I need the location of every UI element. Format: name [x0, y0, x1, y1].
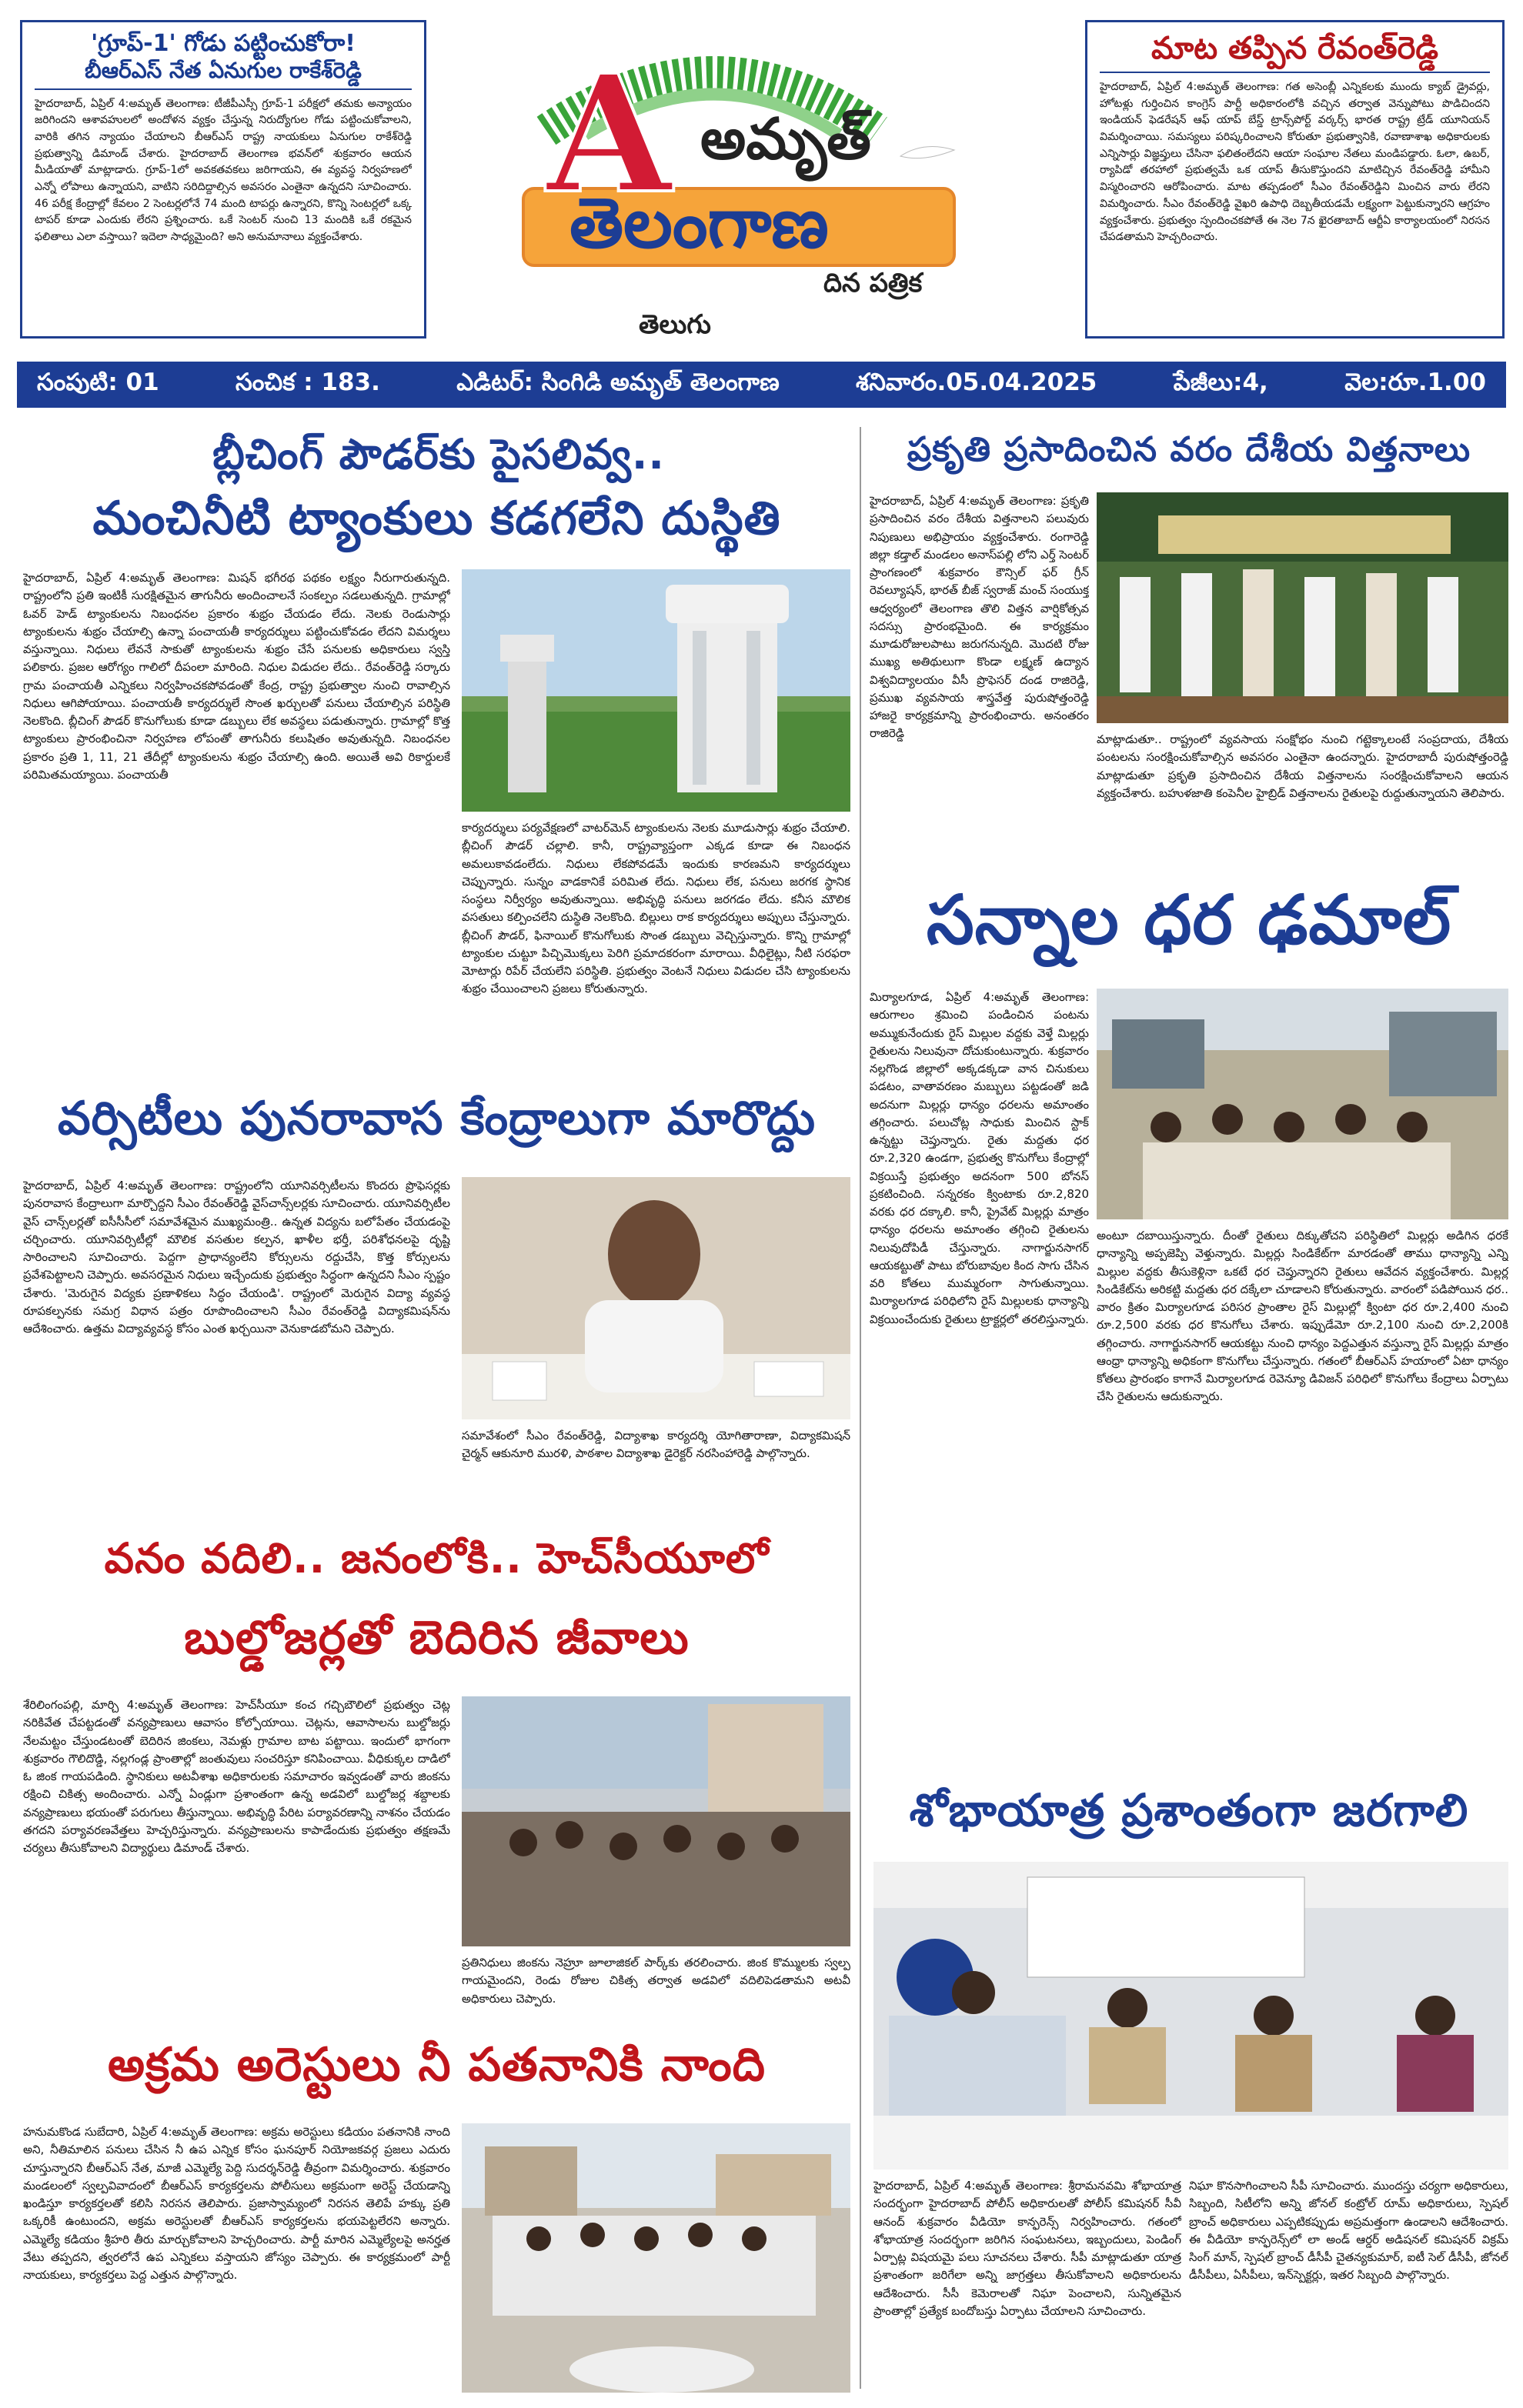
headline-rice: సన్నాల ధర ఢమాల్ — [926, 880, 1452, 959]
body-arrests: హనుమకొండ సుబేదారి, ఏప్రిల్ 4:అమృత్ తెలంగాణ: అక్రమ అరెస్టులు కడియం పతనానికి నాంది అని, నీతిమాలిన పనులు చేసిన నీ ఉప ఎన్నిక కోసం ఘనపూర్ నియోజకవర్గ ప్రజలు ఎదురు చూస్తున్నారని బీఆర్ఎస్ నేత, మాజీ ఎమ్మెల్యే పెద్ది సుదర్శన్‌రెడ్డి తీవ్రంగా విమర్శించారు. శుక్రవారం మండలంలో స్వల్పవివాదంలో బీఆర్ఎస్ కార్యకర్తలను పోలీసులు అక్రమంగా అరెస్ట్ చేయడాన్ని ఖండిస్తూ కార్యకర్తలతో కలిసి నిరసన తెలిపారు. ప్రజాస్వామ్యంలో నిరసన తెలిపే హక్కు ప్రతి ఒక్కరికీ ఉంటుందని, అక్రమ అరెస్టులతో బీఆర్ఎస్ కార్యకర్తలను భయపెట్టలేరని అన్నారు. ఎమ్మెల్యే కడియం శ్రీహరి తీరు మార్చుకోవాలని హెచ్చరించారు. పార్టీ మారిన ఎమ్మెల్యేలపై అనర్హత వేటు తప్పదని, త్వరలోనే ఉప ఎన్నికలు వస్తాయని జోస్యం చెప్పారు. ఈ కార్యక్రమంలో పార్టీ నాయకులు, కార్యకర్తలు పెద్ద ఎత్తున పాల్గొన్నారు. — [23, 2125, 450, 2282]
headline-hcu-2: బుల్డోజర్లతో బెదిరిన జీవాలు — [184, 1611, 690, 1665]
issue-date: శనివారం.05.04.2025 — [856, 368, 1097, 396]
headline-arrests: అక్రమ అరెస్టులు నీ పతనానికి నాంది — [108, 2038, 766, 2092]
svg-text:A: A — [546, 39, 672, 229]
photo-seed-festival — [1097, 492, 1508, 723]
logo-top-text: అమృత్ — [700, 106, 871, 172]
body-varsity: హైదరాబాద్, ఏప్రిల్ 4:అమృత్ తెలంగాణ: రాష్ట్రంలోని యూనివర్సిటీలను కొందరు ప్రొఫెసర్లకు పునరావాస కేంద్రాలుగా మార్చొద్దని సీఎం రేవంత్‌రెడ్డి వైస్‌చాన్స్‌లర్లకు సూచించారు. యూనివర్సిటీల వైస్ చాన్స్‌లర్లతో ఐసీసీసీలో సమావేశమైన ముఖ్యమంత్రి.. ఉన్నత విద్యను బలోపేతం చేయడంపై చర్చించారు. యూనివర్సిటీల్లో మౌలిక వసతుల కల్పన, ఖాళీల భర్తీ, పరిశోధనలపై దృష్టి సారించాలని సూచించారు. పెద్దగా ప్రాధాన్యంలేని కోర్సులను రద్దుచేసి, కొత్త కోర్సులను ప్రవేశపెట్టాలని చెప్పారు. అవసరమైన నిధులు ఇచ్చేందుకు ప్రభుత్వం సిద్ధంగా ఉన్నదని సీఎం స్పష్టం చేశారు. 'మెరుగైన విద్యకు ప్రణాళికలు సిద్ధం చేయండి'. రాష్ట్రంలో మెరుగైన విద్యా వ్యవస్థ రూపకల్పనకు సమగ్ర విధాన పత్రం రూపొందించాలని సీఎం రేవంత్‌రెడ్డి విద్యాకమిషన్‌ను ఆదేశించారు. ఉత్తమ విద్యావ్యవస్థ కోసం ఎంత ఖర్చయినా వెనుకాడబోమని చెప్పారు. — [23, 1179, 450, 1336]
editor-name: ఎడిటర్: సింగిడి అమృత్ తెలంగాణ — [456, 368, 780, 396]
issue-number: సంచిక : 183. — [235, 368, 380, 396]
photo-water-tanks — [462, 569, 850, 812]
caption-varsity: సమావేశంలో సీఎం రేవంత్‌రెడ్డి, విద్యాశాఖ కార్యదర్శి యోగితారాణా, విద్యాకమిషన్ చైర్మన్ ఆకునూరి మురళి, పాఠశాల విద్యాశాఖ డైరెక్టర్ నరసింహారెడ్డి పాల్గొన్నారు. — [462, 1429, 850, 1461]
body-procession-right: నిఘా కొనసాగించాలని సీపీ సూచించారు. ముందస్తు చర్యగా అధికారులు, సిబ్బంది, సిటీలోని అన్ని జోనల్ కంట్రోల్ రూమ్ అధికారులు, స్పెషల్ బ్రాంచ్ అధికారులు ఎప్పటికప్పుడు అప్రమత్తంగా ఉండాలని ఆదేశించారు. ఈ వీడియో కాన్ఫరెన్స్‌లో లా అండ్ ఆర్డర్ అడిషనల్ కమిషనర్ విక్రమ్ సింగ్ మాన్, స్పెషల్ బ్రాంచ్ డీసీపీ చైతన్యకుమార్, ఐటీ సెల్ డీసీపీ, జోనల్ డీసీపీలు, ఏసీపీలు, ఇన్‌స్పెక్టర్లు, ఇతర సిబ్బంది పాల్గొన్నారు. — [1189, 2179, 1508, 2283]
photo-cm-meeting — [462, 1177, 850, 1419]
headline-hcu-1: వనం వదిలి.. జనంలోకి.. హెచ్‌సీయూలో — [104, 1534, 770, 1583]
promo-left-body: హైదరాబాద్, ఏప్రిల్ 4:అమృత్ తెలంగాణ: టీజీపీఎస్సీ గ్రూప్-1 పరీక్షలో తమకు అన్యాయం జరిగిందని ఆశావహులలో అందోళన వ్యక్తం చేస్తున్న నిరుద్యోగుల గోడు పట్టించుకోవాలని, వారికి తగిన న్యాయం చేయాలని బీఆర్ఎస్ రాష్ట్ర నాయకులు ఏనుగుల రాకేశ్‌రెడ్డి ప్రభుత్వాన్ని డిమాండ్ చేశారు. హైదరాబాద్ తెలంగాణ భవన్‌లో శుక్రవారం ఆయన మీడియాతో మాట్లాడారు. గ్రూప్-1లో అవకతవకలు జరిగాయని, ఈ వ్యవస్థ నిర్వహణలో ఎన్నో లోపాలు ఉన్నాయని, వాటిని సరిదిద్దాల్సిన అవసరం ఎంతైనా ఉన్నదని సూచించారు. 46 పరీక్ష కేంద్రాల్లో కేవలం 2 సెంటర్లలోనే 74 మంది టాపర్లు ఉన్నారని, కొన్ని సెంటర్లలో ఒక్క టాపర్ కూడా ఎందుకు లేరని ప్రశ్నించారు. ఒకే సెంటర్ నుంచి 13 మందికి ఒకే రకమైన ఫలితాలు ఎలా వస్తాయి? ఇదెలా సాధ్యమైంది? అని అనుమానాలు వ్యక్తంచేశారు. — [35, 97, 412, 244]
headline-bleaching-2: మంచినీటి ట్యాంకులు కడగలేని దుస్థితి — [92, 492, 781, 545]
price: వెల:రూ.1.00 — [1344, 368, 1486, 396]
body-seeds-right: మాట్లాడుతూ.. రాష్ట్రంలో వ్యవసాయ సంక్షోభం నుంచి గట్టెక్కాలంటే సంప్రదాయ, దేశీయ పంటలను సంరక్షించుకోవాల్సిన అవసరం ఎంతైనా ఉందన్నారు. హైదరాబాదీ పురుషోత్తంరెడ్డి మాట్లాడుతూ ప్రకృతి ప్రసాదించిన దేశీయ విత్తనాలను సంరక్షించుకోవాలని ఆయన వ్యక్తంచేశారు. బహుళజాతి కంపెనీల హైబ్రిడ్ విత్తనాలను రైతులపై రుద్దుతున్నాయని తెలిపారు. — [1097, 732, 1508, 800]
masthead — [462, 15, 1062, 354]
caption-hcu: ప్రతినిధులు జింకను నెహ్రూ జూలాజికల్ పార్క్‌కు తరలించారు. జింక కొమ్ములకు స్వల్ప గాయమైందని, రెండు రోజుల చికిత్స తర్వాత అడవిలో వదిలిపెడతామని అటవీ అధికారులు చెప్పారు. — [462, 1956, 850, 2006]
body-procession-left: హైదరాబాద్, ఏప్రిల్ 4:అమృత్ తెలంగాణ: శ్రీరామనవమి శోభాయాత్ర సందర్భంగా హైదరాబాద్ పోలీస్ అధికారులతో పోలీస్ కమిషనర్ సీవీ ఆనంద్ శుక్రవారం వీడియో కాన్ఫరెన్స్ నిర్వహించారు. గతంలో శోభాయాత్ర సందర్భంగా జరిగిన సంఘటనలు, ఇబ్బందులు, పెండింగ్ ఏర్పాట్ల విషయమై పలు సూచనలు చేశారు. సీపీ మాట్లాడుతూ యాత్ర ప్రశాంతంగా జరిగేలా అన్ని జాగ్రత్తలు తీసుకోవాలని అధికారులను ఆదేశించారు. సీసీ కెమెరాలతో నిఘా పెంచాలని, సున్నితమైన ప్రాంతాల్లో ప్రత్యేక బందోబస్తు ఏర్పాటు చేయాలని సూచించారు. — [873, 2179, 1181, 2318]
masthead-tagline: దిన పత్రిక — [823, 268, 923, 298]
promo-box-right[interactable] — [1085, 20, 1505, 339]
photo-rice-market — [1097, 989, 1508, 1219]
volume-number: సంపుటి: 01 — [37, 368, 159, 396]
masthead-language: తెలుగు — [639, 309, 711, 340]
page-count: పేజీలు:4, — [1173, 368, 1268, 396]
photo-police-conference — [873, 1862, 1508, 2170]
info-bar — [17, 362, 1506, 408]
headline-varsity: వర్సిటీలు పునరావాస కేంద్రాలుగా మారొద్దు — [57, 1092, 817, 1146]
body-seeds-left: హైదరాబాద్, ఏప్రిల్ 4:అమృత్ తెలంగాణ: ప్రకృతి ప్రసాదించిన వరం దేశీయ విత్తనాలని పలువురు నిపుణులు అభిప్రాయం వ్యక్తంచేశారు. రంగారెడ్డి జిల్లా కడ్తాల్ మండలం అనాస్‌పల్లి లోని ఎర్త్ సెంటర్ ప్రాంగణంలో శుక్రవారం కౌన్సిల్ ఫర్ గ్రీన్ రెవల్యూషన్, భారత్ బీజ్ స్వరాజ్ మంచ్ సంయుక్త ఆధ్వర్యంలో తెలంగాణ తొలి విత్తన వార్షికోత్సవ సదస్సు ప్రారంభమైంది. ఈ కార్యక్రమం మూడురోజులపాటు జరుగనున్నది. మొదటి రోజు ముఖ్య అతిథులుగా కొండా లక్ష్మణ్ ఉద్యాన విశ్వవిద్యాలయం వీసీ ప్రొఫెసర్ దండ రాజిరెడ్డి, ప్రముఖ వ్యవసాయ శాస్త్రవేత్త పురుషోత్తంరెడ్డి హాజరై కార్యక్రమాన్ని ప్రారంభించారు. అనంతరం రాజిరెడ్డి — [870, 494, 1089, 741]
headline-seeds: ప్రకృతి ప్రసాదించిన వరం దేశీయ విత్తనాలు — [907, 430, 1471, 469]
photo-protest — [462, 2123, 850, 2393]
body-bleaching-left: హైదరాబాద్, ఏప్రిల్ 4:అమృత్ తెలంగాణ: మిషన్ భగీరథ పథకం లక్ష్యం నీరుగారుతున్నది. రాష్ట్రంలోని ప్రతి ఇంటికీ సురక్షితమైన తాగునీరు అందించాలనే సంకల్పం సడలుతున్నది. గ్రామాల్లో ఓవర్ హెడ్ ట్యాంకులను నిబంధనల ప్రకారం శుభ్రం చేయడం లేదు. నెలకు రెండుసార్లు ట్యాంకులను శుభ్రం చేయాల్సి ఉన్నా పంచాయతీ కార్యదర్శులు పట్టించుకోవడం లేదని విమర్శలు వస్తున్నాయి. నిధులు లేవనే సాకుతో ట్యాంకులను శుభ్రం చేసే పనులకు అధికారులు స్వస్తి పలికారు. ప్రజల ఆరోగ్యం గాలిలో దీపంలా మారింది. నిధుల విడుదల లేదు.. రేవంత్‌రెడ్డి సర్కారు గ్రామ పంచాయతీ ఎన్నికలు నిర్వహించకపోవడంతో కేంద్ర, రాష్ట్ర ప్రభుత్వాల నుంచి రావాల్సిన నిధులు ఆగిపోయాయి. పంచాయతీ కార్యదర్శులే సొంత ఖర్చులతో పనులు చేయాల్సిన పరిస్థితి నెలకొంది. బ్లీచింగ్ పౌడర్ కొనుగోలుకు కూడా డబ్బులు లేక అవస్థలు పడుతున్నారు. గ్రామాల్లో కొత్త ట్యాంకులు ప్రారంభించినా నిర్వహణ లోపంతో తాగునీరు కలుషితం అవుతున్నది. నిబంధనల ప్రకారం ప్రతి 1, 11, 21 తేదీల్లో ట్యాంకులను శుభ్రం చేయాల్సి ఉంది. అయితే అవి రికార్డులకే పరిమితమయ్యాయి. పంచాయతీ — [23, 571, 450, 782]
promo-box-left[interactable] — [20, 20, 426, 339]
body-rice-left: మిర్యాలగూడ, ఏప్రిల్ 4:అమృత్ తెలంగాణ: ఆరుగాలం శ్రమించి పండించిన పంటను అమ్ముకునేందుకు రైస్ మిల్లుల వద్దకు వెళ్తే మిల్లర్లు రైతులను నిలువునా దోచుకుంటున్నారు. శుక్రవారం నల్లగొండ జిల్లాలో అక్కడక్కడా వాన చినుకులు పడటం, వాతావరణం మబ్బులు పట్టడంతో జడి అదనుగా మిల్లర్లు ధాన్యం ధరలను అమాంతం తగ్గించారు. పలుచోట్ల సాధుకు మించిన స్టాక్ ఉన్నట్టు చెప్తున్నారు. రైతు మద్దతు ధర రూ.2,320 ఉండగా, ప్రభుత్వ కొనుగోలు కేంద్రాల్లో విక్రయిస్తే ప్రభుత్వం అదనంగా 500 బోనస్ ప్రకటించింది. సన్నరకం క్వింటాకు రూ.2,820 వరకు ధర దక్కాలి. కానీ, ప్రైవేట్ మిల్లర్లు మాత్రం ధాన్యం ధరలను అమాంతం తగ్గించి రైతులను నిలువుదోపిడీ చేస్తున్నారు. నాగార్జునసాగర్ ఆయకట్టుతో పాటు బోరుబావుల కింద సాగు చేసిన వరి కోతలు ముమ్మరంగా సాగుతున్నాయి. మిర్యాలగూడ పరిధిలోని రైస్ మిల్లులకు ధాన్యాన్ని విక్రయించేందుకు రైతులు ట్రాక్టర్లలో తరలిస్తున్నారు. — [870, 990, 1089, 1326]
body-bleaching-right: కార్యదర్శులు పర్యవేక్షణలో వాటర్‌మెన్ ట్యాంకులను నెలకు మూడుసార్లు శుభ్రం చేయాలి. బ్లీచింగ్ పౌడర్ చల్లాలి. కానీ, రాష్ట్రవ్యాప్తంగా ఎక్కడ కూడా ఈ నిబంధన అమలుకావడంలేదు. నిధులు లేకపోవడమే ఇందుకు కారణమని కార్యదర్శులు చెప్పున్నారు. సున్నం వాడకానికే పరిమిత లేదు. నిధులు లేక, పనులు జరగక స్థానిక సంస్థలు నిర్వీర్యం అవుతున్నాయి. అభివృద్ధి పనులు జరగడం లేదు. కనీస మౌలిక వసతులు కల్పించలేని దుస్థితి నెలకొంది. బిల్లులు రాక కార్యదర్శులు అప్పులు చేస్తున్నారు. బ్లీచింగ్ పౌడర్, ఫినాయిల్ కొనుగోలుకు సొంత డబ్బులు వెచ్చిస్తున్నారు. కొన్ని గ్రామాల్లో ట్యాంకుల చుట్టూ పిచ్చిమొక్కలు పెరిగి ప్రమాదకరంగా మారాయి. వీధిలైట్లు, నీటి సరఫరా మోటార్లు రిపేర్ చేయలేని పరిస్థితి. ప్రభుత్వం వెంటనే నిధులు విడుదల చేసి ట్యాంకులను శుభ్రం చేయించాలని ప్రజలు కోరుతున్నారు. — [462, 821, 850, 996]
headline-bleaching-1: బ్లీచింగ్ పౌడర్‌కు పైసలివ్వ.. — [212, 430, 665, 479]
headline-procession: శోభాయాత్ర ప్రశాంతంగా జరగాలి — [909, 1784, 1469, 1836]
promo-left-subtitle: బీఆర్ఎస్ నేత ఏనుగుల రాకేశ్‌రెడ్డి — [35, 58, 412, 90]
promo-right-title: మాట తప్పిన రేవంత్‌రెడ్డి — [1100, 30, 1490, 73]
logo-bottom-text: తెలంగాణ — [569, 183, 829, 264]
promo-right-body: హైదరాబాద్, ఏప్రిల్ 4:అమృత్ తెలంగాణ: గత అసెంబ్లీ ఎన్నికలకు ముందు క్యాబ్ డ్రైవర్లు, హోటళ్లు గుర్తించిన కాంగ్రెస్ పార్టీ అధికారంలోకి వచ్చిన తర్వాత వెన్నుపోటు పొడిచిందని ఇండియన్ ఫెడరేషన్ ఆఫ్ యాప్ బేస్డ్ ట్రాన్స్‌పోర్ట్ వర్కర్స్ భారత రాష్ట్ర ట్రేడ్ యూనియన్ విమర్శించాయి. సమస్యలు పరిష్కరించాలని కోరుతూ ప్రభుత్వానికి, రవాణాశాఖ అధికారులకు ఎన్నిసార్లు విజ్ఞప్తులు చేసినా ఫలితంలేదని ఆయా సంఘాల నేతలు మండిపడ్డారు. ఓలా, ఉబర్, ర్యాపిడో తరహాలో ప్రభుత్వమే ఒక యాప్ తీసుకొస్తుందని మాటిచ్చిన రేవంత్‌రెడ్డి హామీని విస్మరించారని ఆరోపించారు. మాట తప్పడంలో సీఎం రేవంత్‌రెడ్డిని మించిన వారు లేరని విమర్శించారు. సీఎం రేవంత్‌రెడ్డి వైఖరి ఉపాధి దెబ్బతీయడమే లక్ష్యంగా పెట్టుకున్నారని ఆగ్రహం వ్యక్తంచేశారు. ప్రభుత్వం స్పందించకపోతే ఈ నెల 7న ఖైరతాబాద్ ఆర్టీఏ కార్యాలయంలో నిరసన చేపడతామని హెచ్చరించారు. — [1100, 81, 1490, 244]
body-rice-right: అంటూ దబాయిస్తున్నారు. దీంతో రైతులు దిక్కుతోచని పరిస్థితిలో మిల్లర్లు అడిగిన ధరకే ధాన్యాన్ని అప్పజెప్పి వెళ్తున్నారు. మిల్లర్లు సిండికేట్‌గా మారడంతో తాము ధాన్యాన్ని ఎన్ని మిల్లుల వద్దకు తీసుకెళ్లినా ఒకటే ధర చెప్తున్నారని రైతులు ఆవేదన వ్యక్తంచేశారు. మిల్లర్ల సిండికేట్‌ను అరికట్టి మద్దతు ధర దక్కేలా చూడాలని కోరుతున్నారు. వారంలో పడిపోయిన ధర.. వారం క్రితం మిర్యాలగూడ పరిసర ప్రాంతాల రైస్ మిల్లుల్లో క్వింటా ధర రూ.2,400 నుంచి రూ.2,500 వరకు ధర కొనుగోలు చేశారు. ఇప్పుడేమో రూ.2,100 నుంచి రూ.2,200కి తగ్గించారు. నాగార్జునసాగర్ ఆయకట్టు నుంచి ధాన్యం పెద్దఎత్తున వస్తున్నా రైస్ మిల్లర్లు మాత్రం ఆంధ్రా ధాన్యాన్ని అధికంగా కొనుగోలు చేస్తున్నారు. గతంలో బీఆర్ఎస్ హయాంలో ఏటా ధాన్యం కోతలు ప్రారంభం కాగానే మిర్యాలగూడ రెవెన్యూ డివిజన్ పరిధిలో కొనుగోలు కేంద్రాలు ఏర్పాటు చేసి రైతులను ఆదుకున్నారు. — [1097, 1229, 1508, 1404]
photo-hcu-crowd — [462, 1696, 850, 1946]
body-hcu: శేరిలింగంపల్లి, మార్చి 4:అమృత్ తెలంగాణ: హెచ్‌సీయూ కంచ గచ్చిబౌలిలో ప్రభుత్వం చెట్ల నరికివేత చేపట్టడంతో వన్యప్రాణులు ఆవాసం కోల్పోయాయి. చెట్లను, ఆవాసాలను బుల్డోజర్లు నేలమట్టం చేస్తుండటంతో బెదిరిన జింకలు, నెమళ్లు గ్రామాల బాట పట్టాయి. ఇందులో భాగంగా శుక్రవారం గౌలిదొడ్డి, నల్లగండ్ల ప్రాంతాల్లో జంతువులు సంచరిస్తూ కనిపించాయి. వీధికుక్కల దాడిలో ఓ జింక గాయపడింది. స్థానికులు అటవీశాఖ అధికారులకు సమాచారం ఇవ్వడంతో వారు జింకను రక్షించి చికిత్స అందించారు. ఎన్నో ఏండ్లుగా ప్రశాంతంగా ఉన్న అడవిలో బుల్డోజర్ల శబ్దాలకు వన్యప్రాణులు భయంతో పరుగులు తీస్తున్నాయి. అభివృద్ధి పేరిట పర్యావరణాన్ని నాశనం చేయడం తగదని పర్యావరణవేత్తలు హెచ్చరిస్తున్నారు. వన్యప్రాణులను కాపాడేందుకు ప్రభుత్వం తక్షణమే చర్యలు తీసుకోవాలని విద్యార్థులు డిమాండ్ చేశారు. — [23, 1698, 450, 1855]
promo-left-title: 'గ్రూప్-1' గోడు పట్టించుకోరా! — [91, 30, 356, 57]
column-divider — [860, 427, 861, 2389]
